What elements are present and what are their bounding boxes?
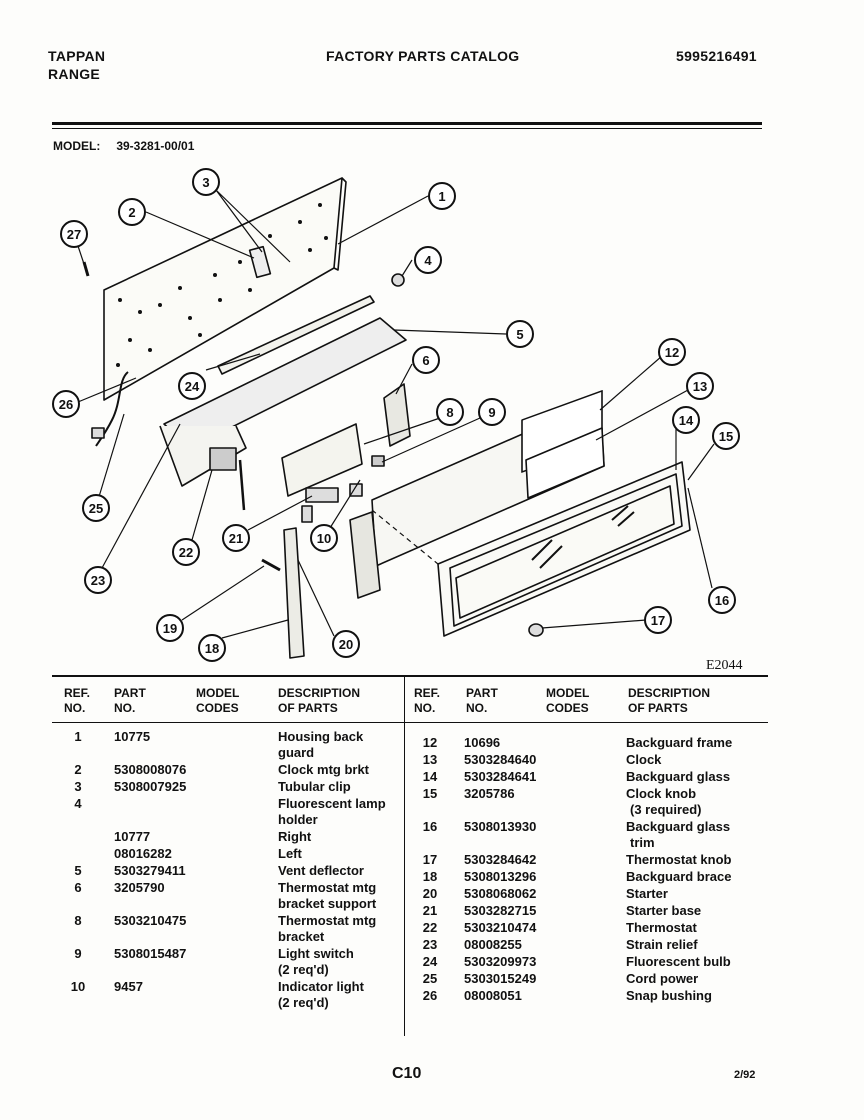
svg-text:19: 19 [162, 621, 178, 636]
callout-27 [61, 221, 87, 247]
part-number: 5303284641 [464, 769, 537, 784]
callout-3 [193, 169, 219, 195]
svg-text:1: 1 [438, 189, 446, 204]
th-part-right: PART NO. [466, 686, 498, 715]
svg-text:3: 3 [202, 175, 210, 190]
model-label: MODEL: [53, 139, 101, 153]
svg-text:9: 9 [488, 405, 496, 420]
part-number: 5303209973 [464, 954, 537, 969]
part-description: Clock knob [626, 786, 697, 801]
svg-text:5: 5 [516, 327, 524, 342]
part-ref: 1 [74, 729, 82, 744]
callout-18 [199, 635, 225, 661]
part-ref: 20 [422, 886, 438, 901]
table-divider [404, 676, 405, 1036]
th-desc-left: DESCRIPTION OF PARTS [278, 686, 361, 715]
part-number: 3205790 [114, 880, 165, 895]
callout-25 [83, 495, 109, 521]
part-description: Housing back [278, 729, 364, 744]
svg-text:10: 10 [316, 531, 332, 546]
part-number: 5308013930 [464, 819, 537, 834]
callout-26 [53, 391, 79, 417]
callout-16 [709, 587, 735, 613]
th-ref-left: REF. NO. [64, 686, 91, 715]
part-number: 5308013296 [464, 869, 537, 884]
catalog-title: FACTORY PARTS CATALOG [326, 48, 520, 64]
part-ref: 13 [422, 752, 438, 767]
part-description: guard [278, 745, 315, 760]
svg-text:14: 14 [678, 413, 694, 428]
part-number: 5303284642 [464, 852, 537, 867]
revision-date: 2/92 [734, 1069, 756, 1081]
catalog-number: 5995216491 [676, 48, 757, 64]
part-ref: 15 [422, 786, 438, 801]
table-top-rule [52, 675, 768, 677]
callout-19 [157, 615, 183, 641]
th-part-left: PART NO. [114, 686, 146, 715]
svg-text:6: 6 [422, 353, 430, 368]
part-description: Thermostat mtg [278, 913, 377, 928]
svg-text:20: 20 [338, 637, 354, 652]
part-description: Backguard glass [626, 819, 731, 834]
callout-13 [687, 373, 713, 399]
callout-20 [333, 631, 359, 657]
part-description: holder [278, 812, 318, 827]
svg-text:23: 23 [90, 573, 106, 588]
part-ref: 12 [422, 735, 438, 750]
part-number: 08008051 [464, 988, 522, 1003]
part-description: Backguard frame [626, 735, 733, 750]
part-description: Light switch [278, 946, 354, 961]
part-description: Thermostat [626, 920, 697, 935]
part-number: 5303284640 [464, 752, 537, 767]
svg-text:4: 4 [424, 253, 432, 268]
part-ref: 23 [422, 937, 438, 952]
callout-12 [659, 339, 685, 365]
callout-24 [179, 373, 205, 399]
part-ref: 25 [422, 971, 438, 986]
part-ref: 16 [422, 819, 438, 834]
part-description: bracket support [278, 896, 377, 911]
brand-line-1: TAPPAN [48, 48, 106, 64]
svg-text:18: 18 [204, 641, 220, 656]
part-description: Thermostat mtg [278, 880, 377, 895]
part-description: Vent deflector [278, 863, 364, 878]
part-ref: 22 [422, 920, 438, 935]
part-description: (2 req'd) [278, 995, 329, 1010]
th-model-right: MODEL CODES [546, 686, 590, 715]
part-description: Thermostat knob [626, 852, 732, 867]
part-description: Backguard brace [626, 869, 732, 884]
part-ref: 24 [422, 954, 438, 969]
part-ref: 26 [422, 988, 438, 1003]
svg-text:25: 25 [88, 501, 104, 516]
part-description: Starter [626, 886, 668, 901]
svg-text:26: 26 [58, 397, 74, 412]
part-ref: 6 [74, 880, 82, 895]
svg-text:2: 2 [128, 205, 136, 220]
svg-text:16: 16 [714, 593, 730, 608]
part-ref: 9 [74, 946, 82, 961]
part-number: 5303279411 [114, 863, 186, 878]
svg-text:8: 8 [446, 405, 454, 420]
svg-text:24: 24 [184, 379, 200, 394]
table-header-rule [52, 722, 768, 723]
part-number: 5308007925 [114, 779, 187, 794]
part-description: Starter base [626, 903, 702, 918]
part-ref: 10 [70, 979, 86, 994]
part-number: 5303282715 [464, 903, 537, 918]
part-number: 5308068062 [464, 886, 537, 901]
part-ref: 18 [422, 869, 438, 884]
part-ref: 5 [74, 863, 82, 878]
part-description: Fluorescent bulb [626, 954, 731, 969]
part-number: 08016282 [114, 846, 172, 861]
exploded-parts-diagram [0, 150, 864, 670]
callout-1 [429, 183, 455, 209]
svg-text:17: 17 [650, 613, 666, 628]
callout-22 [173, 539, 199, 565]
part-number: 5303210474 [464, 920, 537, 935]
brand-line-2: RANGE [48, 66, 101, 82]
part-description: Cord power [626, 971, 699, 986]
page-number: C10 [392, 1065, 422, 1082]
part-number: 5308015487 [114, 946, 187, 961]
part-description: Backguard glass [626, 769, 731, 784]
th-model-left: MODEL CODES [196, 686, 240, 715]
svg-text:21: 21 [228, 531, 244, 546]
part-number: 5303015249 [464, 971, 537, 986]
callout-9 [479, 399, 505, 425]
part-ref: 14 [422, 769, 438, 784]
callout-10 [311, 525, 337, 551]
part-ref: 17 [422, 852, 438, 867]
part-number: 9457 [114, 979, 143, 994]
part-number: 5303210475 [114, 913, 187, 928]
svg-text:22: 22 [178, 545, 194, 560]
part-number: 10775 [114, 729, 151, 744]
callout-8 [437, 399, 463, 425]
part-ref: 21 [422, 903, 438, 918]
part-description: Right [278, 829, 312, 844]
part-description: Clock mtg brkt [278, 762, 370, 777]
svg-text:12: 12 [664, 345, 680, 360]
callout-5 [507, 321, 533, 347]
th-desc-right: DESCRIPTION OF PARTS [628, 686, 711, 715]
svg-text:13: 13 [692, 379, 708, 394]
part-description: Indicator light [278, 979, 364, 994]
part-description: Left [278, 846, 302, 861]
part-description: Fluorescent lamp [278, 796, 386, 811]
part-ref: 3 [74, 779, 82, 794]
part-description: Snap bushing [626, 988, 712, 1003]
callout-14 [673, 407, 699, 433]
part-number: 3205786 [464, 786, 515, 801]
th-ref-right: REF. NO. [414, 686, 441, 715]
part-description: Strain relief [626, 937, 698, 952]
part-number: 10777 [114, 829, 151, 844]
part-ref: 8 [74, 913, 82, 928]
callout-6 [413, 347, 439, 373]
header-rule-thin [52, 128, 762, 129]
model-value: 39-3281-00/01 [116, 139, 195, 153]
part-description: Clock [626, 752, 662, 767]
callout-17 [645, 607, 671, 633]
header-rule-thick [52, 122, 762, 125]
part-ref: 2 [74, 762, 82, 777]
part-description: (2 req'd) [278, 962, 329, 977]
svg-text:15: 15 [718, 429, 734, 444]
callout-4 [415, 247, 441, 273]
part-ref: 4 [74, 796, 82, 811]
part-description: (3 required) [630, 802, 702, 817]
part-description: trim [630, 835, 655, 850]
callout-21 [223, 525, 249, 551]
part-number: 08008255 [464, 937, 522, 952]
callout-15 [713, 423, 739, 449]
part-number: 5308008076 [114, 762, 187, 777]
diagram-code: E2044 [706, 658, 743, 673]
svg-text:27: 27 [66, 227, 82, 242]
part-description: bracket [278, 929, 325, 944]
callout-2 [119, 199, 145, 225]
callout-23 [85, 567, 111, 593]
part-description: Tubular clip [278, 779, 351, 794]
part-number: 10696 [464, 735, 501, 750]
